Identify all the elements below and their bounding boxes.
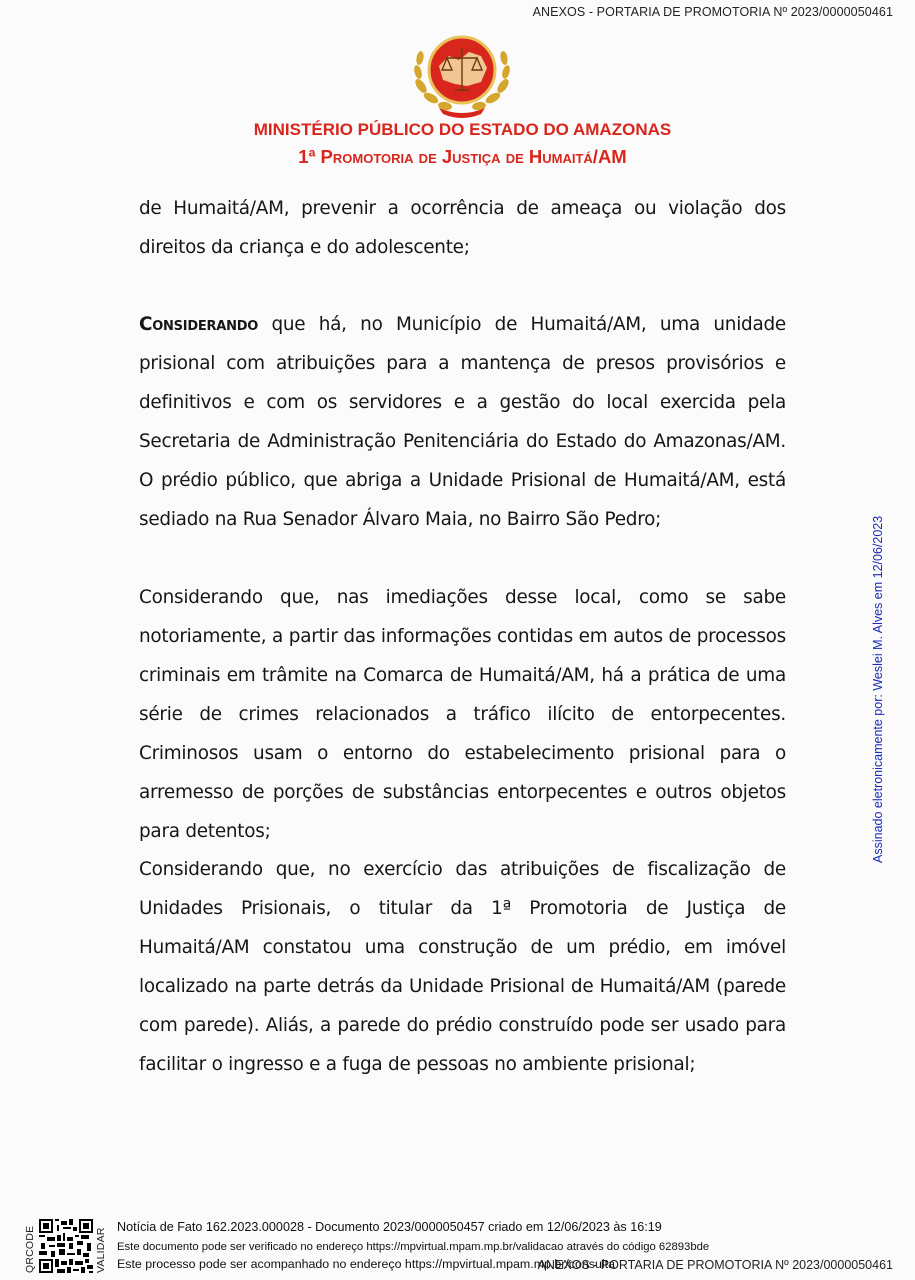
paragraph-2 [139, 305, 786, 539]
electronic-signature-note: Assinado eletronicamente por: Weslei M. Alves em 12/06/2023 [871, 515, 885, 863]
footer-annex-reference: ANEXOS - PORTARIA DE PROMOTORIA Nº 2023/0000050461 [537, 1258, 893, 1272]
header-annex-reference: ANEXOS - PORTARIA DE PROMOTORIA Nº 2023/0000050461 [532, 5, 893, 19]
mpam-seal-logo [409, 26, 515, 118]
paragraph-2-text: que há, no Município de Humaitá/AM, uma unidade prisional com atribuições para a mantença de presos provisórios e definitivos e com os servidores e a gestão do local exercida pela Secretaria de Administração Penitenciária do Estado do Amazonas/AM. O prédio público, que abriga a Unidade Prisional de Humaitá/AM, está sediado na Rua Senador Álvaro Maia, no Bairro São Pedro; [139, 314, 786, 530]
paragraph-1: de Humaitá/AM, prevenir a ocorrência de ameaça ou violação dos direitos da criança e do adolescente; [139, 198, 786, 258]
paragraph-3: Considerando que, nas imediações desse local, como se sabe notoriamente, a partir das informações contidas em autos de processos criminais em trâmite na Comarca de Humaitá/AM, há a prática de uma série de crimes relacionados a tráfico ilícito de entorpecentes. Criminosos usam o entorno do estabelecimento prisional para o arremesso de porções de substâncias entorpecentes e outros objetos para detentos; [139, 587, 786, 842]
qrcode-label: QRCODE [24, 1225, 36, 1273]
qr-code[interactable] [39, 1219, 93, 1273]
footer-tracking-link[interactable]: Este processo pode ser acompanhado no endereço https://mpvirtual.mpam.mp.br/consulta [117, 1257, 615, 1271]
organization-subtitle: 1ª Promotoria de Justiça de Humaitá/AM [298, 146, 627, 167]
validar-label: VALIDAR [95, 1227, 107, 1273]
paragraph-2-lead: Considerando [139, 314, 259, 335]
organization-title: MINISTÉRIO PÚBLICO DO ESTADO DO AMAZONAS [253, 120, 672, 139]
paragraph-4: Considerando que, no exercício das atribuições de fiscalização de Unidades Prisionais, o titular da 1ª Promotoria de Justiça de Humaitá/AM constatou uma construção de um prédio, em imóvel localizado na parte detrás da Unidade Prisional de Humaitá/AM (parede com parede). Aliás, a parede do prédio construído pode ser usado para facilitar o ingresso e a fuga de pessoas no ambiente prisional; [139, 859, 786, 1075]
footer-verification-link[interactable]: Este documento pode ser verificado no endereço https://mpvirtual.mpam.mp.br/validacao através do código 62893bde [117, 1241, 710, 1253]
footer-document-info: Notícia de Fato 162.2023.000028 - Documento 2023/0000050457 criado em 12/06/2023 às 16:19 [117, 1220, 662, 1234]
